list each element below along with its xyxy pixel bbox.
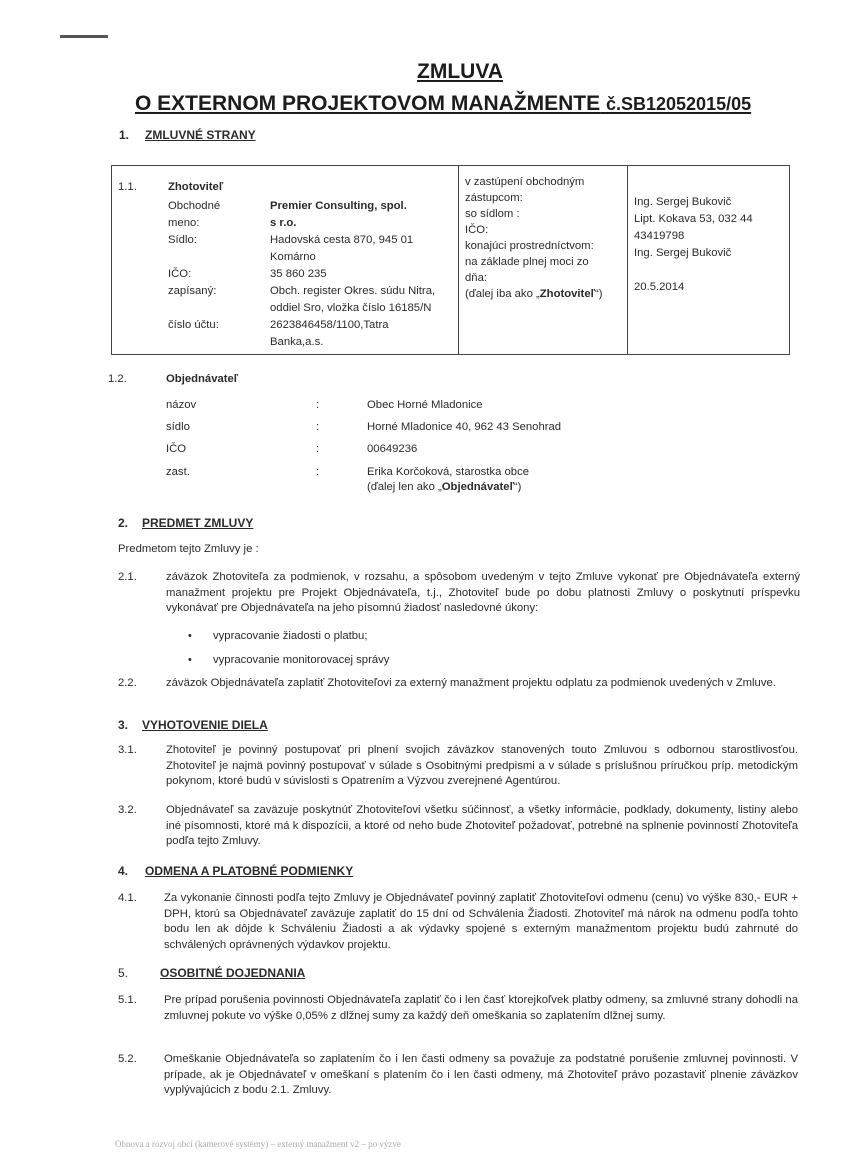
contractor-table bbox=[111, 165, 790, 355]
clause-3-2-text: Objednávateľ sa zaväzuje poskytnúť Zhotoviteľovi všetku súčinnosť, a všetky informácie, podklady, dokumenty, listiny alebo iné písomnosti, ktoré má k dispozícii, a ktoré od neho bude Zhotoviteľ požadovať, potrebné na splnenie povinností Zhotoviteľa podľa tejto Zmluvy. bbox=[166, 804, 798, 847]
rep-date: 20.5.2014 bbox=[634, 281, 685, 293]
value-city: Komárno bbox=[270, 251, 316, 263]
rep-label: IČO: bbox=[465, 224, 489, 236]
client-value: Erika Korčoková, starostka obce bbox=[367, 466, 529, 478]
clause-number: 4.1. bbox=[118, 892, 137, 904]
section-2-heading bbox=[118, 516, 253, 530]
table-divider bbox=[627, 166, 628, 354]
clause-5-2-text: Omeškanie Objednávateľa so zaplatením čo i len časti odmeny sa považuje za podstatné porušenie zmluvnej povinnosti. V prípade, ak je Objednávateľ v omeškaní s platením čo i len časti odmeny, má Zhotoviteľ právo pozastaviť plnenie záväzkov vyplývajúcich z bodu 2.1. Zmluvy. bbox=[164, 1053, 798, 1096]
client-note: (ďalej len ako „Objednávateľ“) bbox=[367, 481, 522, 493]
clause-number: 2.1. bbox=[118, 571, 137, 583]
value-register: Obch. register Okres. súdu Nitra, bbox=[270, 285, 436, 297]
client-number: 1.2. bbox=[108, 373, 127, 385]
rep-spacer bbox=[634, 262, 753, 279]
section-4-heading bbox=[118, 864, 353, 878]
value-bank: Banka,a.s. bbox=[270, 336, 324, 348]
contractor-heading: Zhotoviteľ bbox=[168, 181, 224, 193]
clause-5-1-text: Pre prípad porušenia povinnosti Objednávateľa zaplatiť čo i len časť ktorejkoľvek platby odmeny, sa zmluvné strany dohodli na zmluvnej pokute vo výške 0,05% z dlžnej sumy za každý deň omeškania so zaplatením dlžnej sumy. bbox=[164, 994, 798, 1022]
clause-number: 3.2. bbox=[118, 804, 137, 816]
section-3-number: 3. bbox=[118, 718, 129, 732]
contract-number: č.SB12052015/05 bbox=[605, 94, 752, 114]
rep-label: dňa: bbox=[465, 272, 487, 284]
document-title: ZMLUVA bbox=[417, 60, 503, 83]
document-subtitle bbox=[135, 92, 751, 116]
client-value: Horné Mladonice 40, 962 43 Senohrad bbox=[367, 421, 562, 433]
page-footer: Obnova a rozvoj obcí (kamerové systémy) – externý manažment v2 – po výzve bbox=[115, 1139, 401, 1149]
rep-label: konajúci prostredníctvom: bbox=[465, 240, 594, 252]
clause-3-1-text: Zhotoviteľ je povinný postupovať pri plnení svojich záväzkov stanovených touto Zmluvou s odbornou starostlivosťou. Zhotoviteľ je najmä povinný postupovať v súlade s Osobitnými predpismi a v súlade s príslušnou príručkou príp. metodickým pokynom, ktoré budú v súvislosti s Opatrením a Výzvou zverejnené Agentúrou. bbox=[166, 744, 798, 787]
clause-number: 5.2. bbox=[118, 1053, 137, 1065]
bullet-item: vypracovanie monitorovacej správy bbox=[213, 654, 390, 666]
label-spacer bbox=[168, 300, 220, 317]
rep-address: Lipt. Kokava 53, 032 44 bbox=[634, 213, 753, 225]
representative-values bbox=[634, 194, 753, 296]
rep-label: (ďalej iba ako „Zhotoviteľ“) bbox=[465, 288, 603, 300]
contractor-number: 1.1. bbox=[118, 181, 137, 193]
value-company-name: Premier Consulting, spol. bbox=[270, 200, 407, 212]
rep-label: v zastúpení obchodným bbox=[465, 176, 585, 188]
client-colon: : bbox=[316, 443, 320, 455]
contractor-values bbox=[270, 198, 435, 351]
section-1-number: 1. bbox=[119, 128, 130, 142]
clause-4-1-text: Za vykonanie činnosti podľa tejto Zmluvy je Objednávateľ povinný zaplatiť Zhotoviteľovi odmenu (cenu) vo výške 830,- EUR + DPH, ktorú sa Objednávateľ zaväzuje zaplatiť do 15 dní od Schválenia Žiadosti. Zhotoviteľ má nárok na odmenu podľa tohto bodu len ak dôjde k Schváleniu Žiadosti a ak výdavky spojené s externým manažmentom projektu budú zahrnuté do schválených oprávnených výdavkov projektu. bbox=[164, 892, 798, 951]
section-5-label: OSOBITNÉ DOJEDNANIA bbox=[160, 966, 306, 980]
rep-ico: 43419798 bbox=[634, 230, 685, 242]
clause-number: 3.1. bbox=[118, 744, 137, 756]
scan-mark bbox=[60, 35, 108, 38]
rep-label: zástupcom: bbox=[465, 192, 523, 204]
label-cislo-uctu: číslo účtu: bbox=[168, 319, 219, 331]
section-2-label: PREDMET ZMLUVY bbox=[142, 516, 254, 530]
client-label: názov bbox=[166, 399, 197, 411]
section-4-label: ODMENA A PLATOBNÉ PODMIENKY bbox=[145, 864, 354, 878]
clause-2-1-text: záväzok Zhotoviteľa za podmienok, v rozsahu, a spôsobom uvedeným v tejto Zmluve vykonať pre Objednávateľa externý manažment projektu pre Projekt Objednávateľa, t.j., Zhotoviteľ bude po dobu platnosti Zmluvy o poskytnutí príspevku vykonávať pre Objednávateľa na jeho písomnú žiadosť nasledovné úkony: bbox=[166, 571, 800, 614]
section-4-number: 4. bbox=[118, 864, 129, 878]
client-heading: Objednávateľ bbox=[166, 373, 239, 385]
subtitle-text: O EXTERNOM PROJEKTOVOM MANAŽMENTE bbox=[135, 92, 601, 115]
section-2-number: 2. bbox=[118, 516, 129, 530]
client-value: 00649236 bbox=[367, 443, 418, 455]
client-value: Obec Horné Mladonice bbox=[367, 399, 483, 411]
client-colon: : bbox=[316, 421, 320, 433]
value-company-name-2: s r.o. bbox=[270, 217, 297, 229]
value-ico: 35 860 235 bbox=[270, 268, 327, 280]
table-divider bbox=[458, 166, 459, 354]
representative-labels bbox=[465, 174, 623, 302]
client-colon: : bbox=[316, 466, 320, 478]
section-1-heading bbox=[119, 128, 256, 142]
client-label: zast. bbox=[166, 466, 190, 478]
bullet-item: vypracovanie žiadosti o platbu; bbox=[213, 630, 368, 642]
section-3-label: VYHOTOVENIE DIELA bbox=[142, 718, 268, 732]
contractor-labels bbox=[168, 198, 220, 334]
rep-label: so sídlom : bbox=[465, 208, 520, 220]
value-register-2: oddiel Sro, vložka číslo 16185/N bbox=[270, 302, 432, 314]
client-label: IČO bbox=[166, 443, 187, 455]
section-5-heading bbox=[118, 966, 305, 980]
clause-number: 2.2. bbox=[118, 677, 137, 689]
label-ico: IČO: bbox=[168, 268, 192, 280]
rep-name: Ing. Sergej Bukovič bbox=[634, 196, 732, 208]
label-meno: meno: bbox=[168, 217, 200, 229]
label-sidlo: Sídlo: bbox=[168, 234, 197, 246]
section-1-label: ZMLUVNÉ STRANY bbox=[145, 128, 256, 142]
bullet-dot: • bbox=[188, 630, 192, 642]
section-5-number: 5. bbox=[118, 966, 129, 980]
client-colon: : bbox=[316, 399, 320, 411]
value-address: Hadovská cesta 870, 945 01 bbox=[270, 234, 414, 246]
clause-2-2-text: záväzok Objednávateľa zaplatiť Zhotoviteľovi za externý manažment projektu odplatu za podmienok uvedených v Zmluve. bbox=[166, 677, 776, 689]
value-account: 2623846458/1100,Tatra bbox=[270, 319, 389, 331]
label-obchodne: Obchodné bbox=[168, 200, 221, 212]
section-2-intro: Predmetom tejto Zmluvy je : bbox=[118, 543, 259, 555]
section-3-heading bbox=[118, 718, 268, 732]
rep-label: na základe plnej moci zo bbox=[465, 256, 589, 268]
client-label: sídlo bbox=[166, 421, 190, 433]
bullet-dot: • bbox=[188, 654, 192, 666]
label-spacer bbox=[168, 249, 220, 266]
clause-number: 5.1. bbox=[118, 994, 137, 1006]
label-zapisany: zapísaný: bbox=[168, 285, 217, 297]
rep-acting: Ing. Sergej Bukovič bbox=[634, 247, 732, 259]
